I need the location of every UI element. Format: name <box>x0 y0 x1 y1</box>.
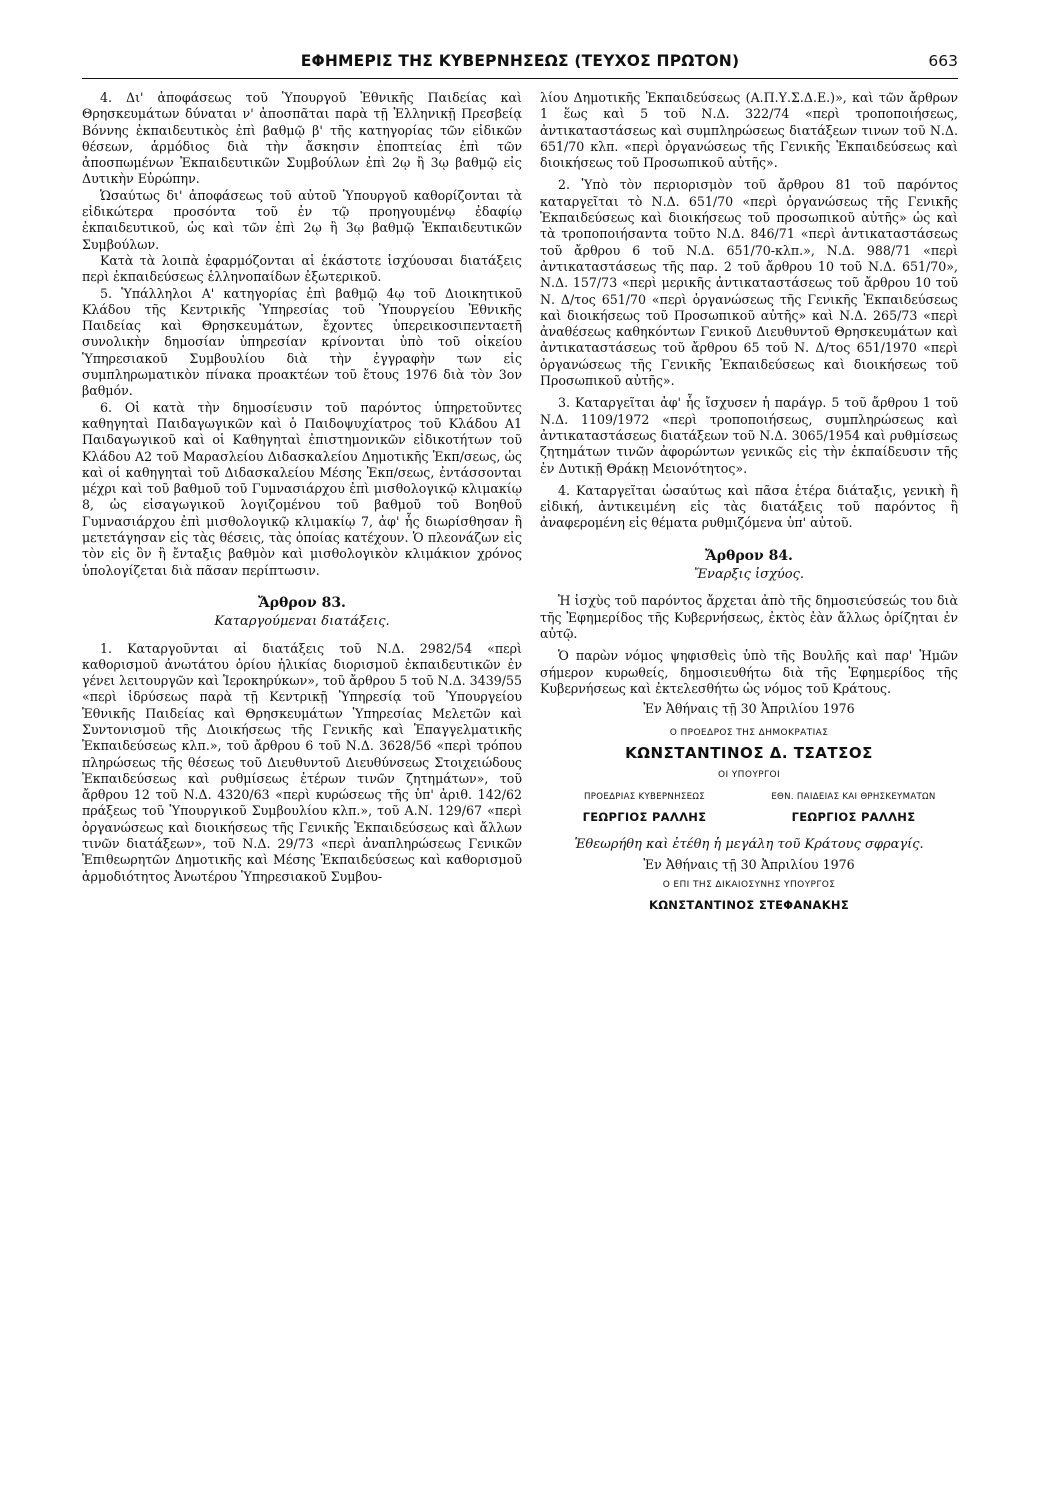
header-rule <box>82 78 958 79</box>
article-83-paragraph-4: 4. Καταργεῖται ὡσαύτως καὶ πᾶσα ἑτέρα διάταξις, γενικὴ ἢ εἰδική, ἀντικειμένη εἰς τὰς διατάξεις τοῦ παρόντος ἢ ἀναφερομένη εἰς θέματα ρυθμιζόμενα ὑπ' αὐτοῦ. <box>540 482 958 531</box>
right-column <box>540 90 958 913</box>
article-83-paragraph-3: 3. Καταργεῖται ἀφ' ἧς ἴσχυσεν ἡ παράγρ. 5 τοῦ ἄρθρου 1 τοῦ Ν.Δ. 1109/1972 «περὶ τροποποιήσεως, συμπληρώσεως καὶ ἀντικαταστάσεως διατάξεων τοῦ Ν.Δ. 3065/1954 καὶ ρυθμίσεως ζητημάτων τινῶν ἀφορώντων γενικῶς εἰς τὴν ἐκπαίδευσιν τῆς ἐν Δυτικῇ Θράκῃ Μειονότητος». <box>540 395 958 476</box>
minister-2 <box>749 789 958 825</box>
minister-2-name: ΓΕΩΡΓΙΟΣ ΡΑΛΛΗΣ <box>791 809 916 824</box>
paragraph-4-cont-1: Ὡσαύτως δι' ἀποφάσεως τοῦ αὐτοῦ Ὑπουργοῦ καθορίζονται τὰ εἰδικώτερα προσόντα τοῦ ἐν τῷ προηγουμένῳ ἐδαφίῳ ἐκπαιδευτικοῦ, ὡς καὶ τῶν ἐπὶ 2ῳ ἢ 3ῳ βαθμῷ Ἐκπαιδευτικῶν Συμβούλων. <box>82 187 522 252</box>
minister-2-role: ΕΘΝ. ΠΑΙΔΕΙΑΣ ΚΑΙ ΘΡΗΣΚΕΥΜΑΤΩΝ <box>771 792 936 803</box>
left-column <box>82 90 522 885</box>
paragraph-6: 6. Οἱ κατὰ τὴν δημοσίευσιν τοῦ παρόντος ὑπηρετοῦντες καθηγηταὶ Παιδαγωγικῶν καὶ ὁ Παιδοψυχίατρος τοῦ Κλάδου Α1 Παιδαγωγικοῦ καὶ οἱ Καθηγηταὶ ἐπιστημονικῶν εἰδικοτήτων τοῦ Κλάδου Α2 τοῦ Μαρασλείου Διδασκαλείου Δημοτικῆς Ἐκπ/σεως, ὡς καὶ οἱ καθηγηταὶ τοῦ Διδασκαλείου Μέσης Ἐκπ/σεως, ἐντάσσονται μέχρι καὶ τοῦ βαθμοῦ τοῦ Γυμνασιάρχου ἐπὶ μισθολογικῷ κλιμακίῳ 8, ὡς εἰσαγωγικοῦ λογιζομένου τοῦ βαθμοῦ τοῦ Βοηθοῦ Γυμνασιάρχου ἐπὶ μισθολογικῷ κλιμακίῳ 7, ἀφ' ἧς διωρίσθησαν ἢ μετετάγησαν εἰς τὰς θέσεις, τὰς ὁποίας κατέχουν. Ὁ πλεονάζων εἰς τὸν εἰς ὃν ἢ ἔνταξις βαθμὸν καὶ μισθολογικὸν κλιμάκιον χρόνος ὑπολογίζεται διὰ πᾶσαν περίπτωσιν. <box>82 399 522 578</box>
president-title: Ο ΠΡΟΕΔΡΟΣ ΤΗΣ ΔΗΜΟΚΡΑΤΙΑΣ <box>669 728 829 739</box>
seal-date: Ἐν Ἀθήναις τῇ 30 Ἀπριλίου 1976 <box>643 857 855 873</box>
paragraph-4-cont-2: Κατὰ τὰ λοιπὰ ἐφαρμόζονται αἱ ἑκάστοτε ἰσχύουσαι διατάξεις περὶ ἐκπαιδεύσεως ἑλληνοπαίδων ἐξωτερικοῦ. <box>82 252 522 285</box>
article-83-continuation: λίου Δημοτικῆς Ἐκπαιδεύσεως (Α.Π.Υ.Σ.Δ.Ε.)», καὶ τῶν ἄρθρων 1 ἕως καὶ 5 τοῦ Ν.Δ. 322/74 «περὶ τροποποιήσεως, ἀντικαταστάσεως καὶ συμπληρώσεως διατάξεων τινων τοῦ Ν.Δ. 651/70 κλπ. «περὶ ὀργανώσεως τῆς Γενικῆς Ἐκπαιδεύσεως καὶ διοικήσεως τοῦ Προσωπικοῦ αὐτῆς». <box>540 90 958 171</box>
article-83-subheading: Καταργούμεναι διατάξεις. <box>214 614 390 630</box>
article-83-heading: Ἄρθρον 83. <box>258 594 346 611</box>
article-84-heading: Ἄρθρον 84. <box>705 547 793 564</box>
paragraph-5: 5. Ὑπάλληλοι Α' κατηγορίας ἐπὶ βαθμῷ 4ῳ τοῦ Διοικητικοῦ Κλάδου τῆς Κεντρικῆς Ὑπηρεσίας τοῦ Ὑπουργείου Ἐθνικῆς Παιδείας καὶ Θρησκευμάτων, ἔχοντες ὑπερεικοσιπενταετῆ συνολικὴν δημοσίαν ὑπηρεσίαν κρίνονται ὑπὸ τοῦ οἰκείου Ὑπηρεσιακοῦ Συμβουλίου διὰ τὴν ἐγγραφὴν των εἰς συμπληρωματικὸν πίνακα προακτέων τοῦ ἔτους 1976 διὰ τὸν 3ον βαθμόν. <box>82 285 522 399</box>
article-84-paragraph-1: Ἡ ἰσχὺς τοῦ παρόντος ἄρχεται ἀπὸ τῆς δημοσιεύσεώς του διὰ τῆς Ἐφημερίδος τῆς Κυβερνήσεως, ἐκτὸς ἐὰν ἄλλως ὁρίζηται ἐν αὐτῷ. <box>540 593 958 641</box>
page-number: 663 <box>928 52 958 70</box>
article-84-subheading: Ἔναρξις ἰσχύος. <box>693 567 805 583</box>
article-83-paragraph-2: 2. Ὑπὸ τὸν περιορισμὸν τοῦ ἄρθρου 81 τοῦ παρόντος καταργεῖται τὸ Ν.Δ. 651/70 «περὶ ὀργανώσεως τῆς Γενικῆς Ἐκπαιδεύσεως καὶ διοικήσεως τοῦ προσωπικοῦ αὐτῆς» ὡς καὶ τὰ τροποποιήσαντα τοῦτο Ν.Δ. 846/71 «περὶ ἀντικαταστάσεως τοῦ ἄρθρου 6 τοῦ Ν.Δ. 651/70-κλπ.», Ν.Δ. 988/71 «περὶ ἀντικαταστάσεως τῆς παρ. 2 τοῦ ἄρθρου 10 τοῦ Ν.Δ. 651/70», Ν.Δ. 157/73 «περὶ μερικῆς ἀντικαταστάσεως τοῦ ἄρθρου 10 τοῦ Ν. Δ/τος 651/70 «περὶ ὀργανώσεως τῆς Γενικῆς Ἐκπαιδεύσεως καὶ διοικήσεως τοῦ Προσωπικοῦ αὐτῆς» καὶ Ν.Δ. 265/73 «περὶ ἀναθέσεως καθηκόντων Γενικοῦ Διευθυντοῦ Θρησκευμάτων καὶ ἀντικαταστάσεως τοῦ ἄρθρου 65 τοῦ Ν. Δ/τος 651/1970 «περὶ ὀργανώσεως τῆς Γενικῆς Ἐκπαιδεύσεως καὶ διοικήσεως τοῦ Προσωπικοῦ αὐτῆς». <box>540 177 958 389</box>
signing-date: Ἐν Ἀθήναις τῇ 30 Ἀπριλίου 1976 <box>643 701 855 717</box>
minister-signatures <box>540 789 958 825</box>
seal-note: Ἐθεωρήθη καὶ ἐτέθη ἡ μεγάλη τοῦ Κράτους σφραγίς. <box>574 836 924 852</box>
gazette-title: ΕΦΗΜΕΡΙΣ ΤΗΣ ΚΥΒΕΡΝΗΣΕΩΣ (ΤΕΥΧΟΣ ΠΡΩΤΟΝ) <box>300 52 740 70</box>
minister-1 <box>540 789 749 825</box>
justice-minister-title: Ο ΕΠΙ ΤΗΣ ΔΙΚΑΙΟΣΥΝΗΣ ΥΠΟΥΡΓΟΣ <box>662 880 836 891</box>
ministers-label: ΟΙ ΥΠΟΥΡΓΟΙ <box>717 769 781 780</box>
minister-1-name: ΓΕΩΡΓΙΟΣ ΡΑΛΛΗΣ <box>582 809 707 824</box>
paragraph-4: 4. Δι' ἀποφάσεως τοῦ Ὑπουργοῦ Ἐθνικῆς Παιδείας καὶ Θρησκευμάτων δύναται ν' ἀποσπᾶται παρὰ τῇ Ἑλληνικῇ Πρεσβείᾳ Βόννης ἐκπαιδευτικὸς ἐπὶ βαθμῷ β' τῆς κατηγορίας τῶν εἰδικῶν θέσεων, ἁρμόδιος διὰ τὴν ἄσκησιν ἐποπτείας ἐπὶ τῶν ἀποσπωμένων Ἐκπαιδευτικῶν Συμβούλων ἐπὶ 2ῳ ἢ 3ῳ βαθμῷ εἰς Δυτικὴν Εὐρώπην. <box>82 90 522 187</box>
justice-minister-name: ΚΩΝΣΤΑΝΤΙΝΟΣ ΣΤΕΦΑΝΑΚΗΣ <box>649 897 849 912</box>
article-83-paragraph-1: 1. Καταργοῦνται αἱ διατάξεις τοῦ Ν.Δ. 2982/54 «περὶ καθορισμοῦ ἀνωτάτου ὁρίου ἡλικίας διορισμοῦ ἐκπαιδευτικῶν ἐν γένει λειτουργῶν καὶ Ἱεροκηρύκων», τοῦ ἄρθρου 5 τοῦ Ν.Δ. 3439/55 «περὶ ἱδρύσεως παρὰ τῇ Κεντρικῇ Ὑπηρεσίᾳ τοῦ Ὑπουργείου Ἐθνικῆς Παιδείας καὶ Θρησκευμάτων Ὑπηρεσίας Μελετῶν καὶ Συντονισμοῦ τῆς Διοικήσεως τῆς Γενικῆς καὶ Ἐπαγγελματικῆς Ἐκπαιδεύσεως κλπ.», τοῦ ἄρθρου 6 τοῦ Ν.Δ. 3628/56 «περὶ τρόπου πληρώσεως τῆς θέσεως τοῦ Διευθυντοῦ Διευθύνσεως Στοιχειώδους Ἐκπαιδεύσεως καὶ ρυθμίσεως ἑτέρων τινῶν ζητημάτων», τοῦ ἄρθρου 12 τοῦ Ν.Δ. 4320/63 «περὶ κυρώσεως τῆς ὑπ' ἀριθ. 142/62 πράξεως τοῦ Ὑπουργικοῦ Συμβουλίου κλπ.», τοῦ Α.Ν. 129/67 «περὶ ὀργανώσεως καὶ διοικήσεως τῆς Γενικῆς Ἐκπαιδεύσεως καὶ ἄλλων τινῶν διατάξεων», τοῦ Ν.Δ. 29/73 «περὶ ἀναπληρώσεως Γενικῶν Ἐπιθεωρητῶν Δημοτικῆς καὶ Μέσης Ἐκπαιδεύσεως καὶ καθορισμοῦ ἁρμοδιότητος Ἀνωτέρου Ὑπηρεσιακοῦ Συμβου- <box>82 640 522 884</box>
minister-1-role: ΠΡΟΕΔΡΙΑΣ ΚΥΒΕΡΝΗΣΕΩΣ <box>584 792 705 803</box>
article-84-paragraph-2: Ὁ παρὼν νόμος ψηφισθεὶς ὑπὸ τῆς Βουλῆς καὶ παρ' Ἡμῶν σήμερον κυρωθείς, δημοσιευθήτω διὰ τῆς Ἐφημερίδος τῆς Κυβερνήσεως καὶ ἐκτελεσθήτω ὡς νόμος τοῦ Κράτους. <box>540 648 958 696</box>
president-name: ΚΩΝΣΤΑΝΤΙΝΟΣ Δ. ΤΣΑΤΣΟΣ <box>625 743 873 762</box>
page-header <box>82 52 958 76</box>
